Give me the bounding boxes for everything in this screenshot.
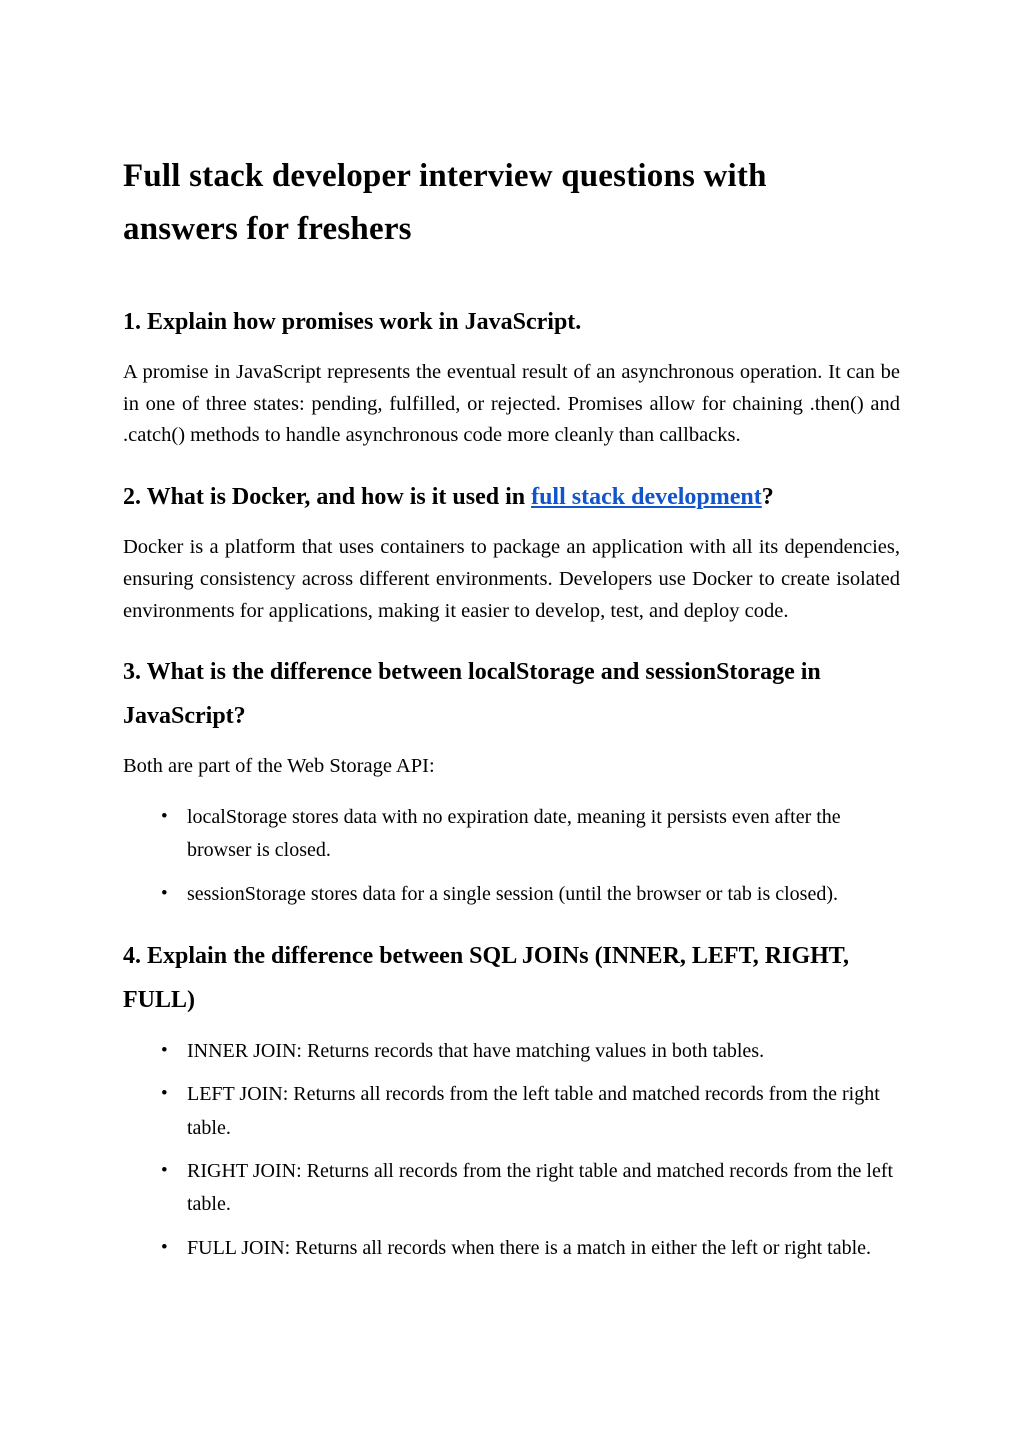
question-2-prefix: 2. What is Docker, and how is it used in [123, 484, 532, 511]
sql-join-bullet-list [123, 1035, 900, 1265]
list-item-sessionstorage: • sessionStorage stores data for a single session (until the browser or tab is closed). [123, 878, 900, 911]
storage-bullet-list [123, 801, 900, 911]
page-title: Full stack developer interview questions with answers for freshers [123, 158, 767, 248]
question-4-heading: 4. Explain the difference between SQL JOINs (INNER, LEFT, RIGHT, FULL) [123, 943, 850, 1013]
question-3-heading: 3. What is the difference between localStorage and sessionStorage in JavaScript? [123, 659, 821, 730]
answer-3-intro: Both are part of the Web Storage API: [123, 755, 435, 778]
question-2-suffix: ? [761, 484, 774, 511]
question-1-heading: 1. Explain how promises work in JavaScript. [123, 308, 582, 335]
list-item-left-join: • LEFT JOIN: Returns all records from the left table and matched records from the right table. [123, 1078, 900, 1145]
list-item-inner-join: • INNER JOIN: Returns records that have matching values in both tables. [123, 1035, 900, 1068]
full-stack-development-link[interactable]: full stack development [531, 484, 762, 511]
answer-1-paragraph: A promise in JavaScript represents the eventual result of an asynchronous operation. It can be in one of three states: pending, fulfilled, or rejected. Promises allow for chaining .then() and .catch() methods to handle asynchronous code more cleanly than callbacks. [123, 360, 900, 447]
list-item-right-join: • RIGHT JOIN: Returns all records from the right table and matched records from the left table. [123, 1155, 900, 1222]
list-item-full-join: • FULL JOIN: Returns all records when there is a match in either the left or right table. [123, 1232, 900, 1265]
list-item-localstorage: • localStorage stores data with no expiration date, meaning it persists even after the browser is closed. [123, 801, 900, 868]
answer-2-paragraph: Docker is a platform that uses containers to package an application with all its dependencies, ensuring consistency across different environments. Developers use Docker to create isolated environments for applications, making it easier to develop, test, and deploy code. [123, 536, 900, 622]
question-2-heading [123, 476, 900, 520]
